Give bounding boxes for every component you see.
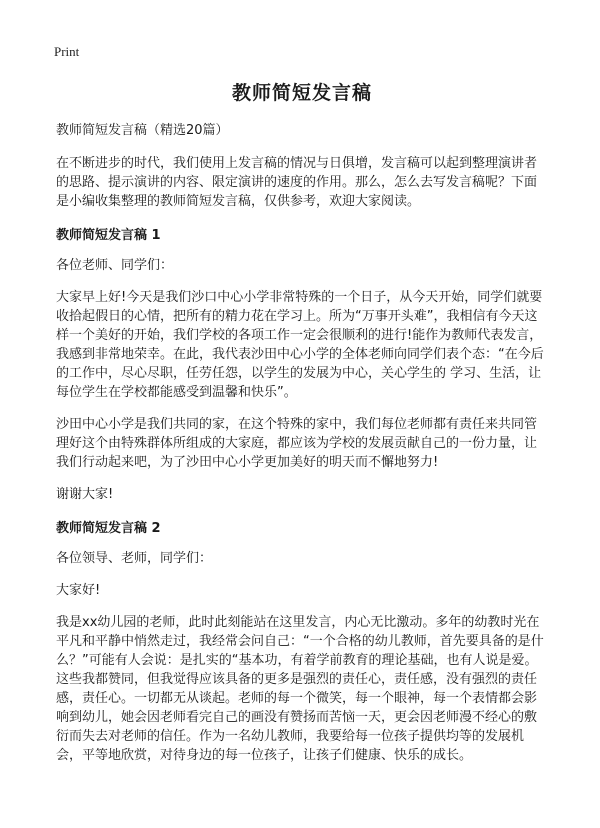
document-body xyxy=(56,78,548,778)
intro-paragraph: 在不断进步的时代，我们使用上发言稿的情况与日俱增，发言稿可以起到整理演讲者的思路、提示演讲的内容、限定演讲的速度的作用。那么，怎么去写发言稿呢？下面是小编收集整理的教师简短发言稿，仅供参考，欢迎大家阅读。 xyxy=(56,156,538,209)
section-heading: 教师简短发言稿 1 xyxy=(56,228,161,243)
body-paragraph: 我是xx幼儿园的老师，此时此刻能站在这里发言，内心无比激动。多年的幼教时光在平凡和平静中悄然走过，我经常会问自己：“一个合格的幼儿教师，首先要具备的是什么？”可能有人会说：是扎实的“基本功，有着学前教育的理论基础，也有人说是爱。这些我都赞同，但我觉得应该具备的更多是强烈的责任心，责任感，没有强烈的责任感，责任心。一切都无从谈起。老师的每一个微笑，每一个眼神，每一个表情都会影响到幼儿，她会因老师看完自己的画没有赞扬而苦恼一天，更会因老师漫不经心的敷衍而失去对老师的信任。作为一名幼儿教师，我要给每一位孩子提供均等的发展机会，平等地欣赏，对待身边的每一位孩子，让孩子们健康、快乐的成长。 xyxy=(56,615,544,763)
document-subtitle: 教师简短发言稿（精选20篇） xyxy=(56,123,229,138)
page-title: 教师简短发言稿 xyxy=(231,82,372,104)
section-1 xyxy=(56,224,548,504)
salutation: 各位老师、同学们： xyxy=(56,258,174,273)
print-link[interactable]: Print xyxy=(54,44,80,59)
body-paragraph: 沙田中心小学是我们共同的家，在这个特殊的家中，我们每位老师都有责任来共同管理好这个由特殊群体所组成的大家庭，都应该为学校的发展贡献自己的一份力量，让我们行动起来吧，为了沙田中心小学更加美好的明天而不懈地努力! xyxy=(56,417,538,470)
closing: 谢谢大家! xyxy=(56,487,114,502)
greeting: 大家好! xyxy=(56,583,101,598)
section-2 xyxy=(56,517,548,765)
section-heading: 教师简短发言稿 2 xyxy=(56,521,161,536)
salutation: 各位领导、老师，同学们： xyxy=(56,551,213,566)
body-paragraph: 大家早上好!今天是我们沙口中心小学非常特殊的一个日子，从今天开始，同学们就要收拾起假日的心情，把所有的精力花在学习上。所为“万事开头难”，我相信有今天这样一个美好的开始，我们学校的各项工作一定会很顺利的进行!能作为教师代表发言，我感到非常地荣幸。在此，我代表沙田中心小学的全体老师向同学们表个态：“在今后的工作中，尽心尽职，任劳任怨，以学生的发展为中心，关心学生的 学习、生活，让每位学生在学校都能感受到温馨和快乐”。 xyxy=(56,290,544,400)
